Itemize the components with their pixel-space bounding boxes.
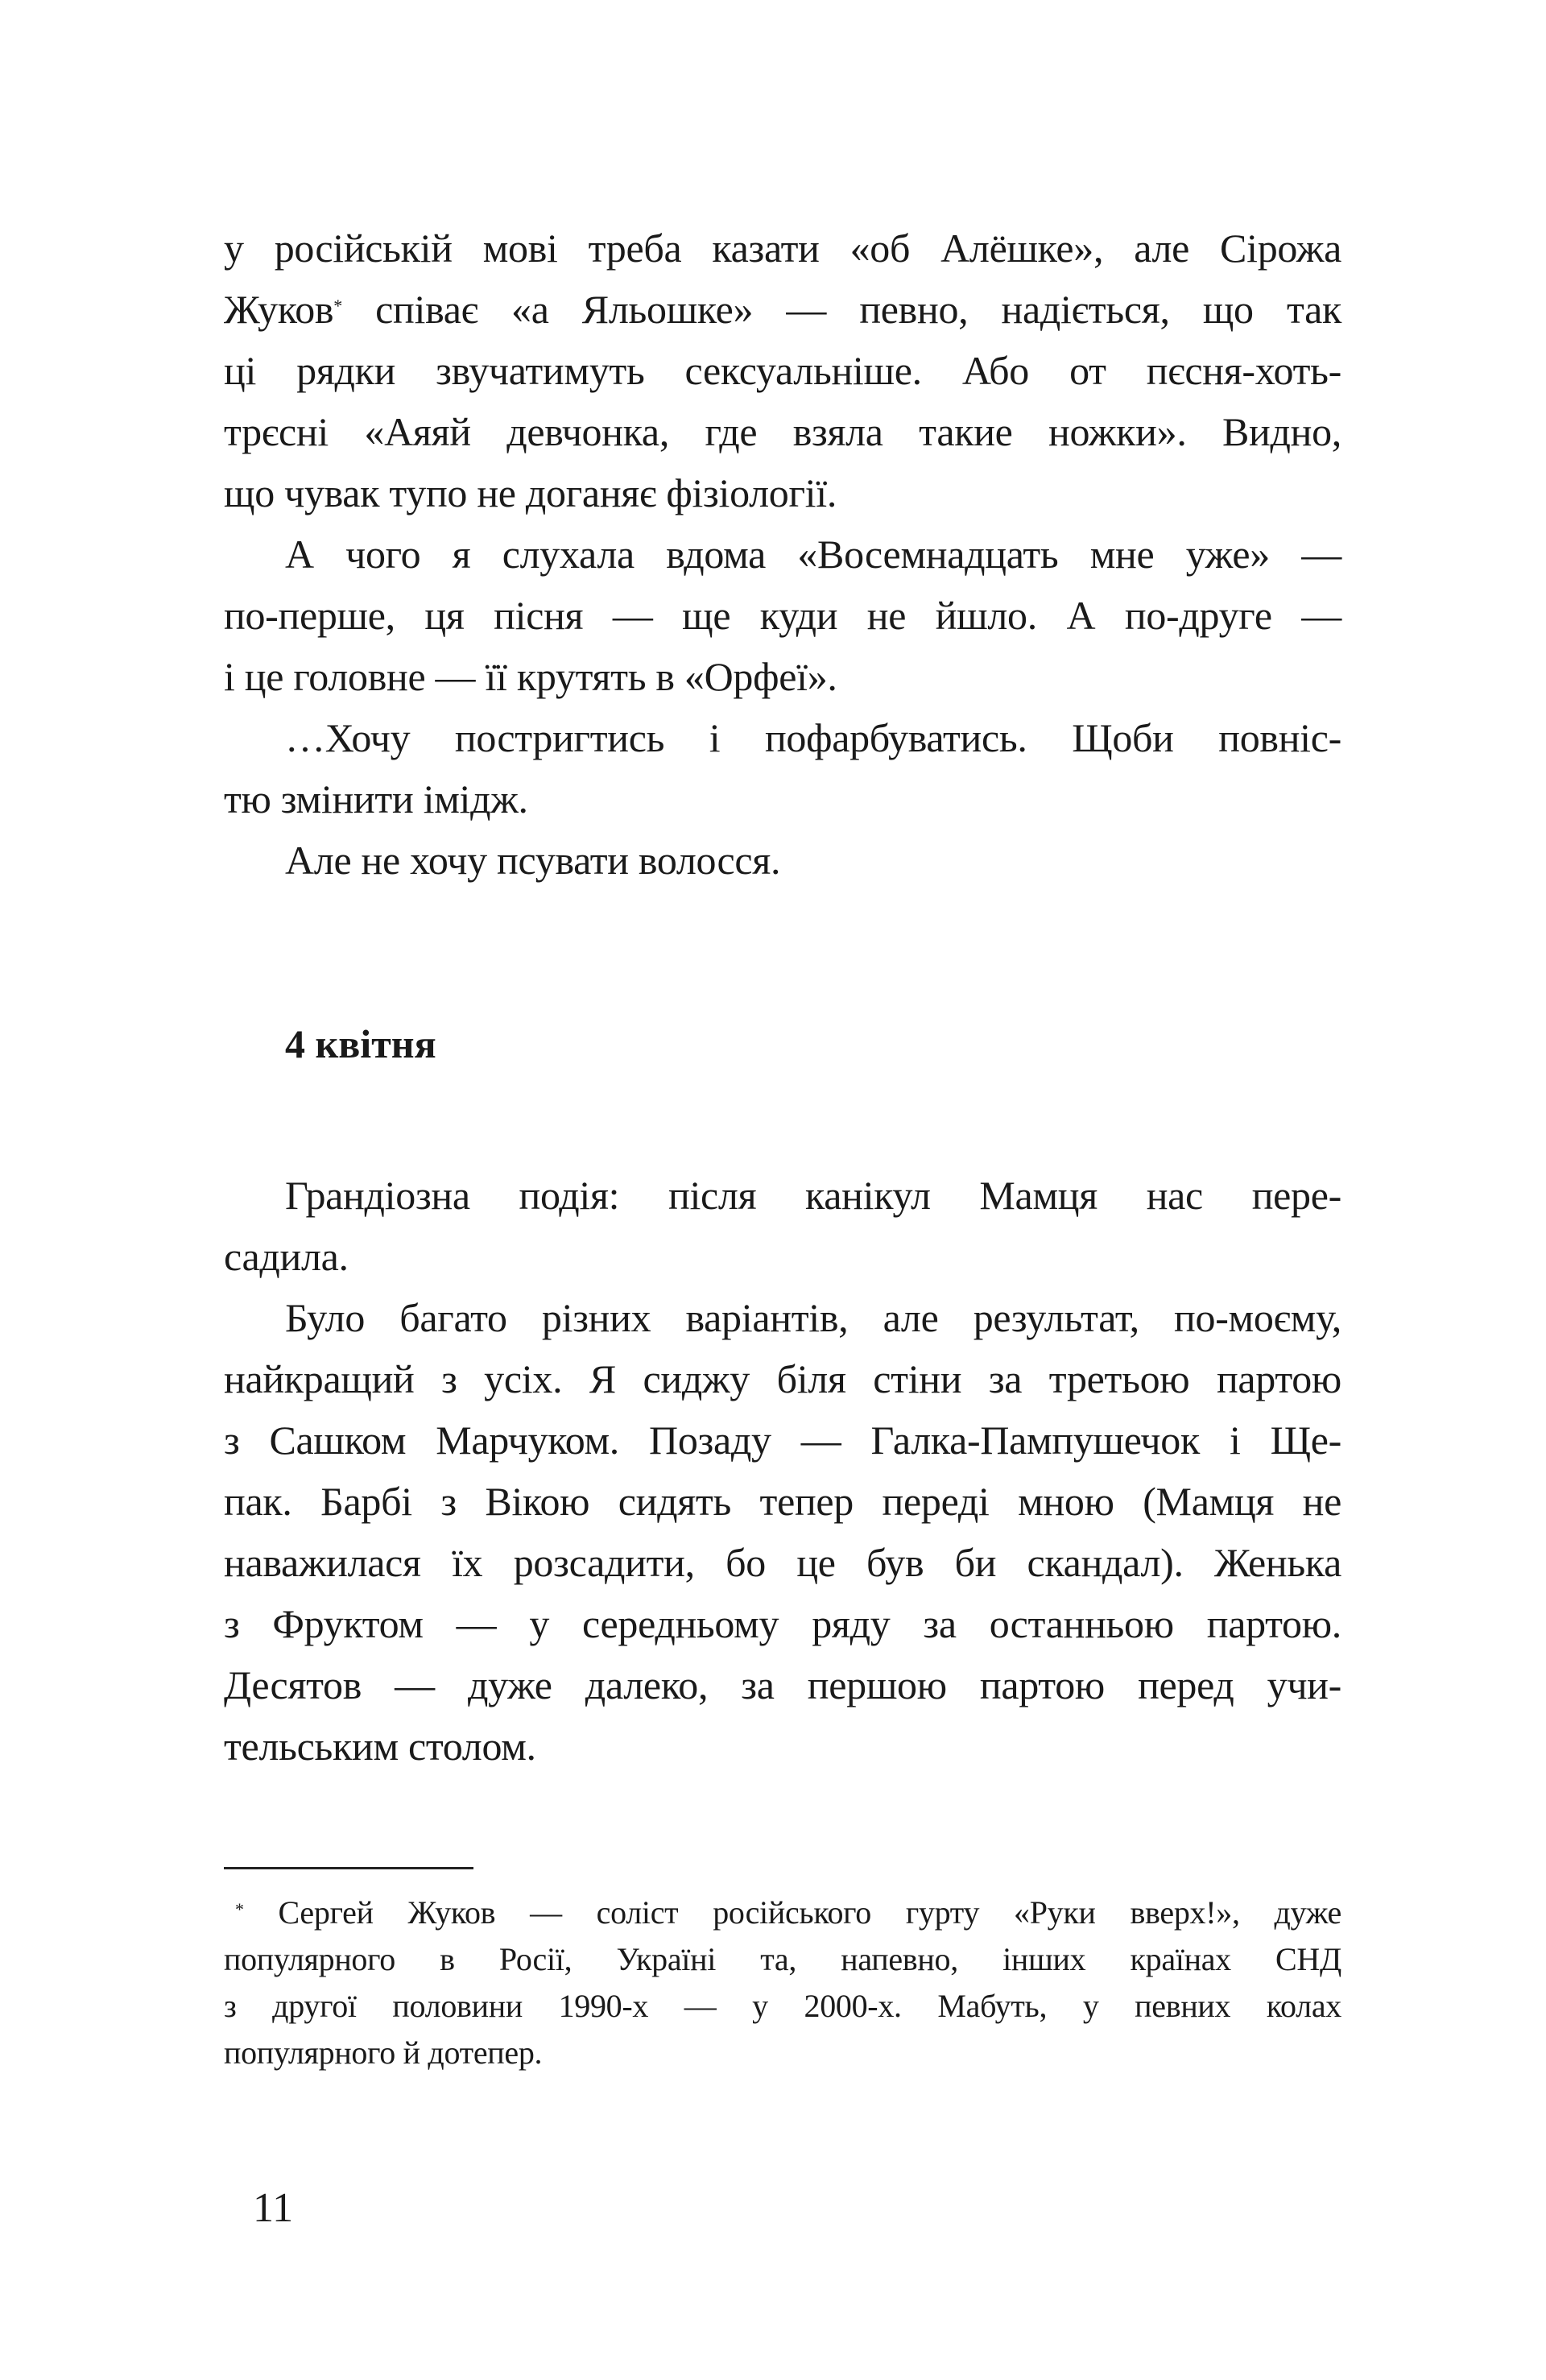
footnote-marker: *: [333, 296, 342, 316]
footnote: [224, 1890, 1341, 2076]
text-line: з Фруктом — у середньому ряду за останньою партою.: [224, 1601, 1341, 1646]
paragraph: [224, 217, 1341, 524]
text-line: трєсні «Аяяй девчонка, где взяла такие ножки». Видно,: [224, 409, 1341, 454]
text-line: що чувак тупо не доганяє фізіології.: [224, 470, 837, 515]
paragraph: [224, 707, 1341, 830]
text-line: пак. Барбі з Вікою сидять тепер переді мною (Мамця не: [224, 1479, 1341, 1524]
text-line: Десятов — дуже далеко, за першою партою перед учи-: [224, 1662, 1341, 1707]
section-before: [224, 217, 1341, 891]
text-line: садила.: [224, 1234, 349, 1279]
text-line: наважилася їх розсадити, бо це був би скандал). Женька: [224, 1540, 1341, 1585]
text-line: і це головне — її крутять в «Орфеї».: [224, 654, 837, 699]
paragraph: [224, 1287, 1341, 1777]
text-line: тю змінити імідж.: [224, 776, 528, 822]
text-line: з другої половини 1990-х — у 2000-х. Мабуть, у певних колах: [224, 1988, 1341, 2024]
body-text: [224, 217, 1341, 1777]
text-line: у російській мові треба казати «об Алёшке», але Сірожа: [224, 226, 1341, 271]
text-line: * Сергей Жуков — соліст російського гурту «Руки вверх!», дуже: [235, 1894, 1341, 1931]
text-line: …Хочу постригтись і пофарбуватись. Щоби повніс-: [285, 715, 1341, 760]
paragraph: [224, 1165, 1341, 1287]
text-line: Жуков* співає «а Яльошке» — певно, надіється, що так: [224, 287, 1341, 332]
paragraph: [224, 524, 1341, 707]
page-number: 11: [253, 2185, 294, 2231]
date-heading: 4 квітня: [285, 1021, 436, 1066]
text-line: Грандіозна подія: після канікул Мамця нас пере-: [285, 1173, 1341, 1218]
text-line: ці рядки звучатимуть сексуальніше. Або от пєсня-хоть-: [224, 348, 1341, 393]
text-line: з Сашком Марчуком. Позаду — Галка-Пампушечок і Ще-: [224, 1418, 1341, 1463]
text-line: по-перше, ця пісня — ще куди не йшло. А по-друге —: [224, 593, 1341, 638]
section-after: [224, 1165, 1341, 1777]
text-line: Було багато різних варіантів, але результат, по-моєму,: [285, 1295, 1341, 1340]
text-line: популярного в Росії, Україні та, напевно, інших країнах СНД: [224, 1941, 1341, 1977]
paragraph: [224, 1890, 1341, 2076]
text-line: популярного й дотепер.: [224, 2034, 543, 2071]
text-line: А чого я слухала вдома «Восемнадцать мне уже» —: [285, 532, 1341, 577]
paragraph: [224, 830, 1341, 891]
text-line: Але не хочу псувати волосся.: [285, 838, 781, 883]
footnote-divider: [224, 1867, 473, 1869]
footnote-marker: *: [235, 1899, 244, 1919]
text-line: тельським столом.: [224, 1724, 536, 1769]
text-line: найкращий з усіх. Я сиджу біля стіни за третьою партою: [224, 1356, 1341, 1401]
